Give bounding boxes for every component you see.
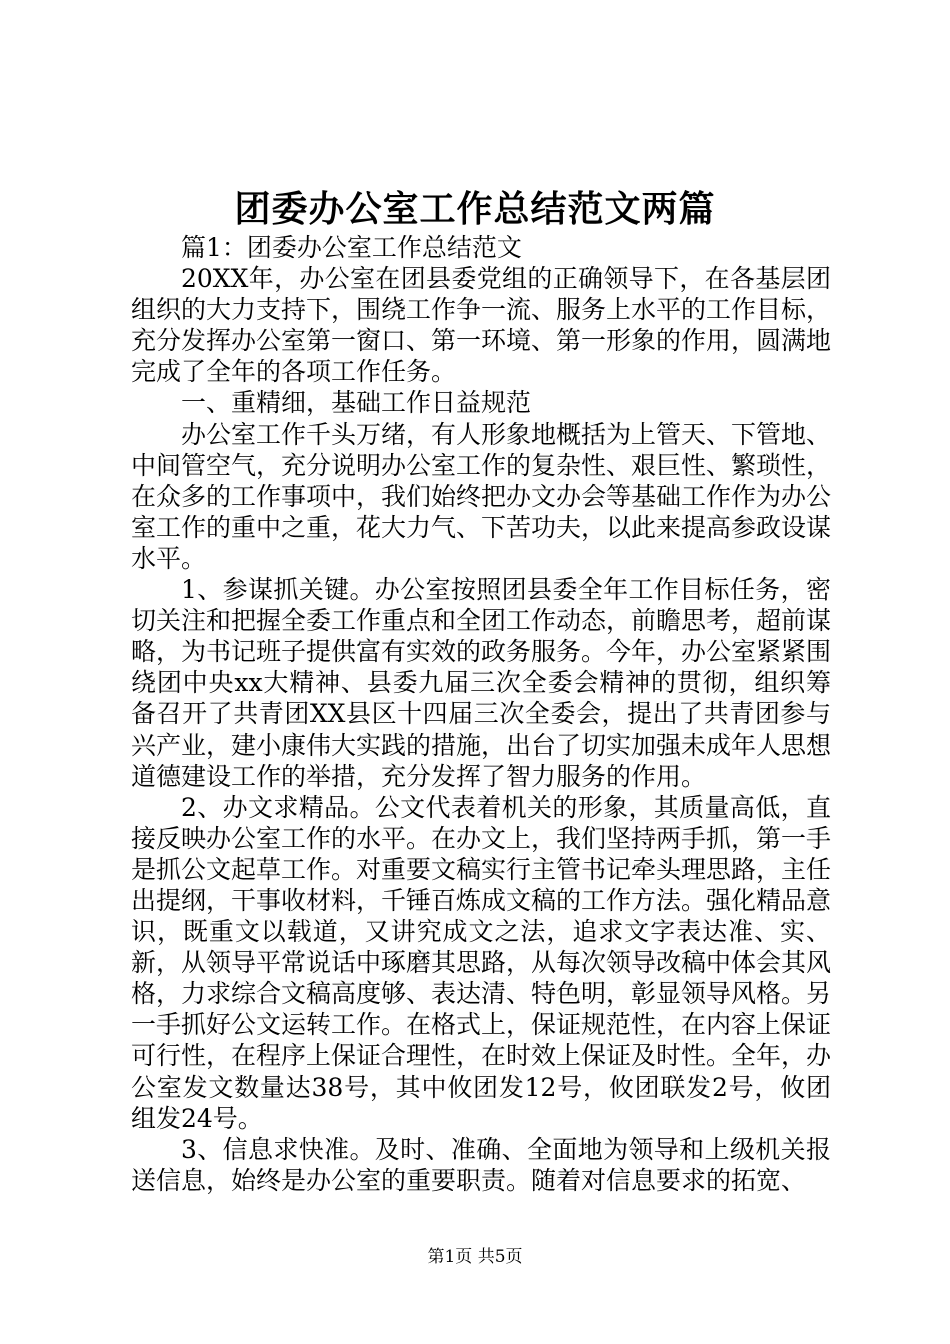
item-paragraph-1: 1、参谋抓关键。办公室按照团县委全年工作目标任务，密切关注和把握全委工作重点和全团工作动态，前瞻思考，超前谋略，为书记班子提供富有实效的政务服务。今年，办公室紧紧围绕团中央xx大精神、县委九届三次全委会精神的贯彻，组织筹备召开了共青团XX县区十四届三次全委会，提出了共青团参与兴产业，建小康伟大实践的措施，出台了切实加强未成年人思想道德建设工作的举措，充分发挥了智力服务的作用。 xyxy=(131,575,832,791)
document-title: 团委办公室工作总结范文两篇 xyxy=(234,188,716,230)
section-heading-one: 一、重精细，基础工作日益规范 xyxy=(181,388,532,418)
intro-paragraph: 20XX年，办公室在团县委党组的正确领导下，在各基层团组织的大力支持下，围绕工作争一流、服务上水平的工作目标，充分发挥办公室第一窗口、第一环境、第一形象的作用，圆满地完成了全年的各项工作任务。 xyxy=(131,264,832,387)
document-body xyxy=(131,232,831,1196)
item-paragraph-2: 2、办文求精品。公文代表着机关的形象，其质量高低，直接反映办公室工作的水平。在办文上，我们坚持两手抓，第一手是抓公文起草工作。对重要文稿实行主管书记牵头理思路，主任出提纲，干事收材料，千锤百炼成文稿的工作方法。强化精品意识，既重文以载道，又讲究成文之法，追求文字表达准、实、新，从领导平常说话中琢磨其思路，从每次领导改稿中体会其风格，力求综合文稿高度够、表达清、特色明，彰显领导风格。另一手抓好公文运转工作。在格式上，保证规范性，在内容上保证可行性，在程序上保证合理性，在时效上保证及时性。全年，办公室发文数量达38号，其中攸团发12号，攸团联发2号，攸团组发24号。 xyxy=(131,792,832,1133)
section-heading-part1: 篇1：团委办公室工作总结范文 xyxy=(181,233,522,262)
body-paragraph: 办公室工作千头万绪，有人形象地概括为上管天、下管地、中间管空气，充分说明办公室工作的复杂性、艰巨性、繁琐性，在众多的工作事项中，我们始终把办文办会等基础工作作为办公室工作的重中之重，花大力气、下苦功夫，以此来提高参政设谋水平。 xyxy=(131,419,832,573)
page-footer: 第1页 共5页 xyxy=(427,1247,523,1267)
item-paragraph-3: 3、信息求快准。及时、准确、全面地为领导和上级机关报送信息，始终是办公室的重要职责。随着对信息要求的拓宽、 xyxy=(131,1134,831,1195)
